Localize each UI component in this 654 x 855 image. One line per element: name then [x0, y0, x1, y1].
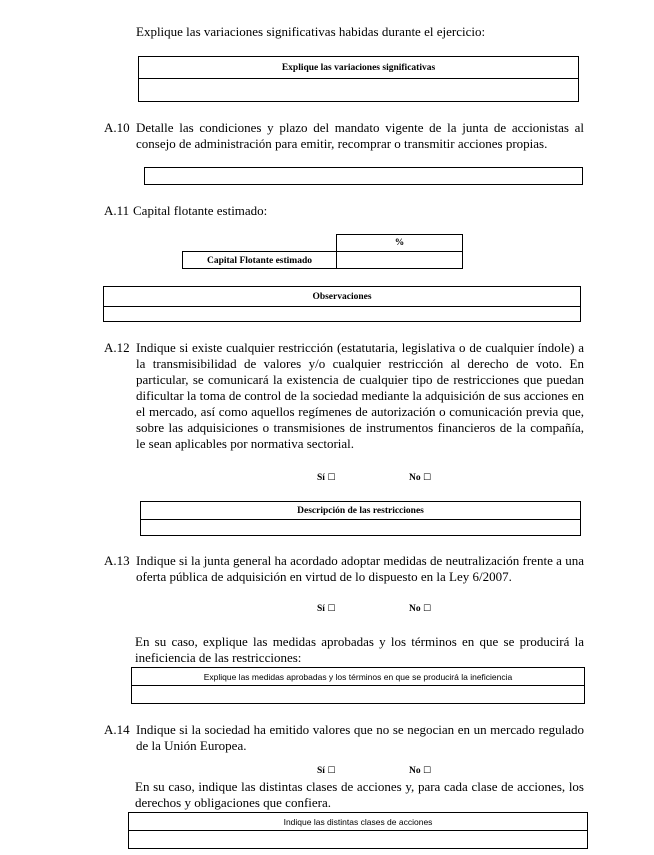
a13-si-option[interactable]: [317, 604, 335, 614]
variaciones-table: [138, 56, 579, 102]
a14-text: Indique si la sociedad ha emitido valores que no se negocian en un mercado regulado de la Unión Europea.: [136, 722, 584, 753]
a10-text: Detalle las condiciones y plazo del mandato vigente de la junta de accionistas al consejo de administración para emitir, recomprar o transmitir acciones propias.: [136, 120, 584, 151]
a14-follow-text: En su caso, indique las distintas clases de acciones y, para cada clase de acciones, los derechos y obligaciones que confiera.: [135, 779, 584, 810]
a11-observaciones-table: [103, 286, 581, 322]
checkbox-icon[interactable]: ☐: [423, 473, 432, 483]
a10-answer-box[interactable]: [144, 167, 583, 185]
a11-number: A.11: [104, 203, 130, 218]
a10-number: A.10: [104, 120, 130, 135]
a14-clases-cell[interactable]: [129, 831, 587, 848]
checkbox-icon[interactable]: ☐: [327, 473, 336, 483]
checkbox-icon[interactable]: ☐: [423, 766, 432, 776]
a13-medidas-cell[interactable]: [132, 686, 584, 703]
a12-no-label: No: [409, 473, 421, 483]
a12-restricciones-header: Descripción de las restricciones: [141, 502, 580, 520]
a12-si-option[interactable]: [317, 473, 335, 483]
a14-number: A.14: [104, 722, 130, 737]
a12-number: A.12: [104, 340, 130, 355]
checkbox-icon[interactable]: ☐: [423, 604, 432, 614]
a14-si-option[interactable]: [317, 766, 335, 776]
variaciones-intro: Explique las variaciones significativas habidas durante el ejercicio:: [136, 24, 486, 39]
a14-no-option[interactable]: [409, 766, 431, 776]
a14-si-label: Sí: [317, 766, 325, 776]
a12-si-label: Sí: [317, 473, 325, 483]
a13-no-label: No: [409, 604, 421, 614]
a11-percent-value[interactable]: [336, 251, 463, 269]
a12-restricciones-table: [140, 501, 581, 536]
a13-no-option[interactable]: [409, 604, 431, 614]
a12-no-option[interactable]: [409, 473, 431, 483]
variaciones-table-cell[interactable]: [139, 79, 578, 101]
checkbox-icon[interactable]: ☐: [327, 604, 336, 614]
a11-percent-header: %: [336, 234, 463, 252]
a11-observaciones-cell[interactable]: [104, 307, 580, 321]
a13-si-label: Sí: [317, 604, 325, 614]
a13-text: Indique si la junta general ha acordado adoptar medidas de neutralización frente a una oferta pública de adquisición en virtud de lo dispuesto en la Ley 6/2007.: [136, 553, 584, 584]
a11-row-label: Capital Flotante estimado: [182, 251, 337, 269]
a14-clases-table: [128, 812, 588, 849]
a11-observaciones-header: Observaciones: [104, 287, 580, 307]
a13-medidas-header: Explique las medidas aprobadas y los términos en que se producirá la ineficiencia: [132, 668, 584, 686]
a12-text: Indique si existe cualquier restricción (estatutaria, legislativa o de cualquier índole) a la transmisibilidad de valores y/o cualquier restricción al derecho de voto. En particular, se comunicará la existencia de cualquier tipo de restricciones que puedan dificultar la toma de control de la sociedad mediante la adquisición de sus acciones en el mercado, así como aquellos regímenes de autorización o comunicación previa que, sobre las adquisiciones o transmisiones de instrumentos financieros de la compañía, le sean aplicables por normativa sectorial.: [136, 340, 584, 451]
a14-no-label: No: [409, 766, 421, 776]
a14-clases-header: Indique las distintas clases de acciones: [129, 813, 587, 831]
variaciones-table-header: Explique las variaciones significativas: [139, 57, 578, 79]
a13-number: A.13: [104, 553, 130, 568]
checkbox-icon[interactable]: ☐: [327, 766, 336, 776]
a13-follow-text: En su caso, explique las medidas aprobadas y los términos en que se producirá la ineficiencia de las restricciones:: [135, 634, 584, 665]
a13-medidas-table: [131, 667, 585, 704]
a11-title: Capital flotante estimado:: [133, 203, 268, 218]
a12-restricciones-cell[interactable]: [141, 520, 580, 535]
